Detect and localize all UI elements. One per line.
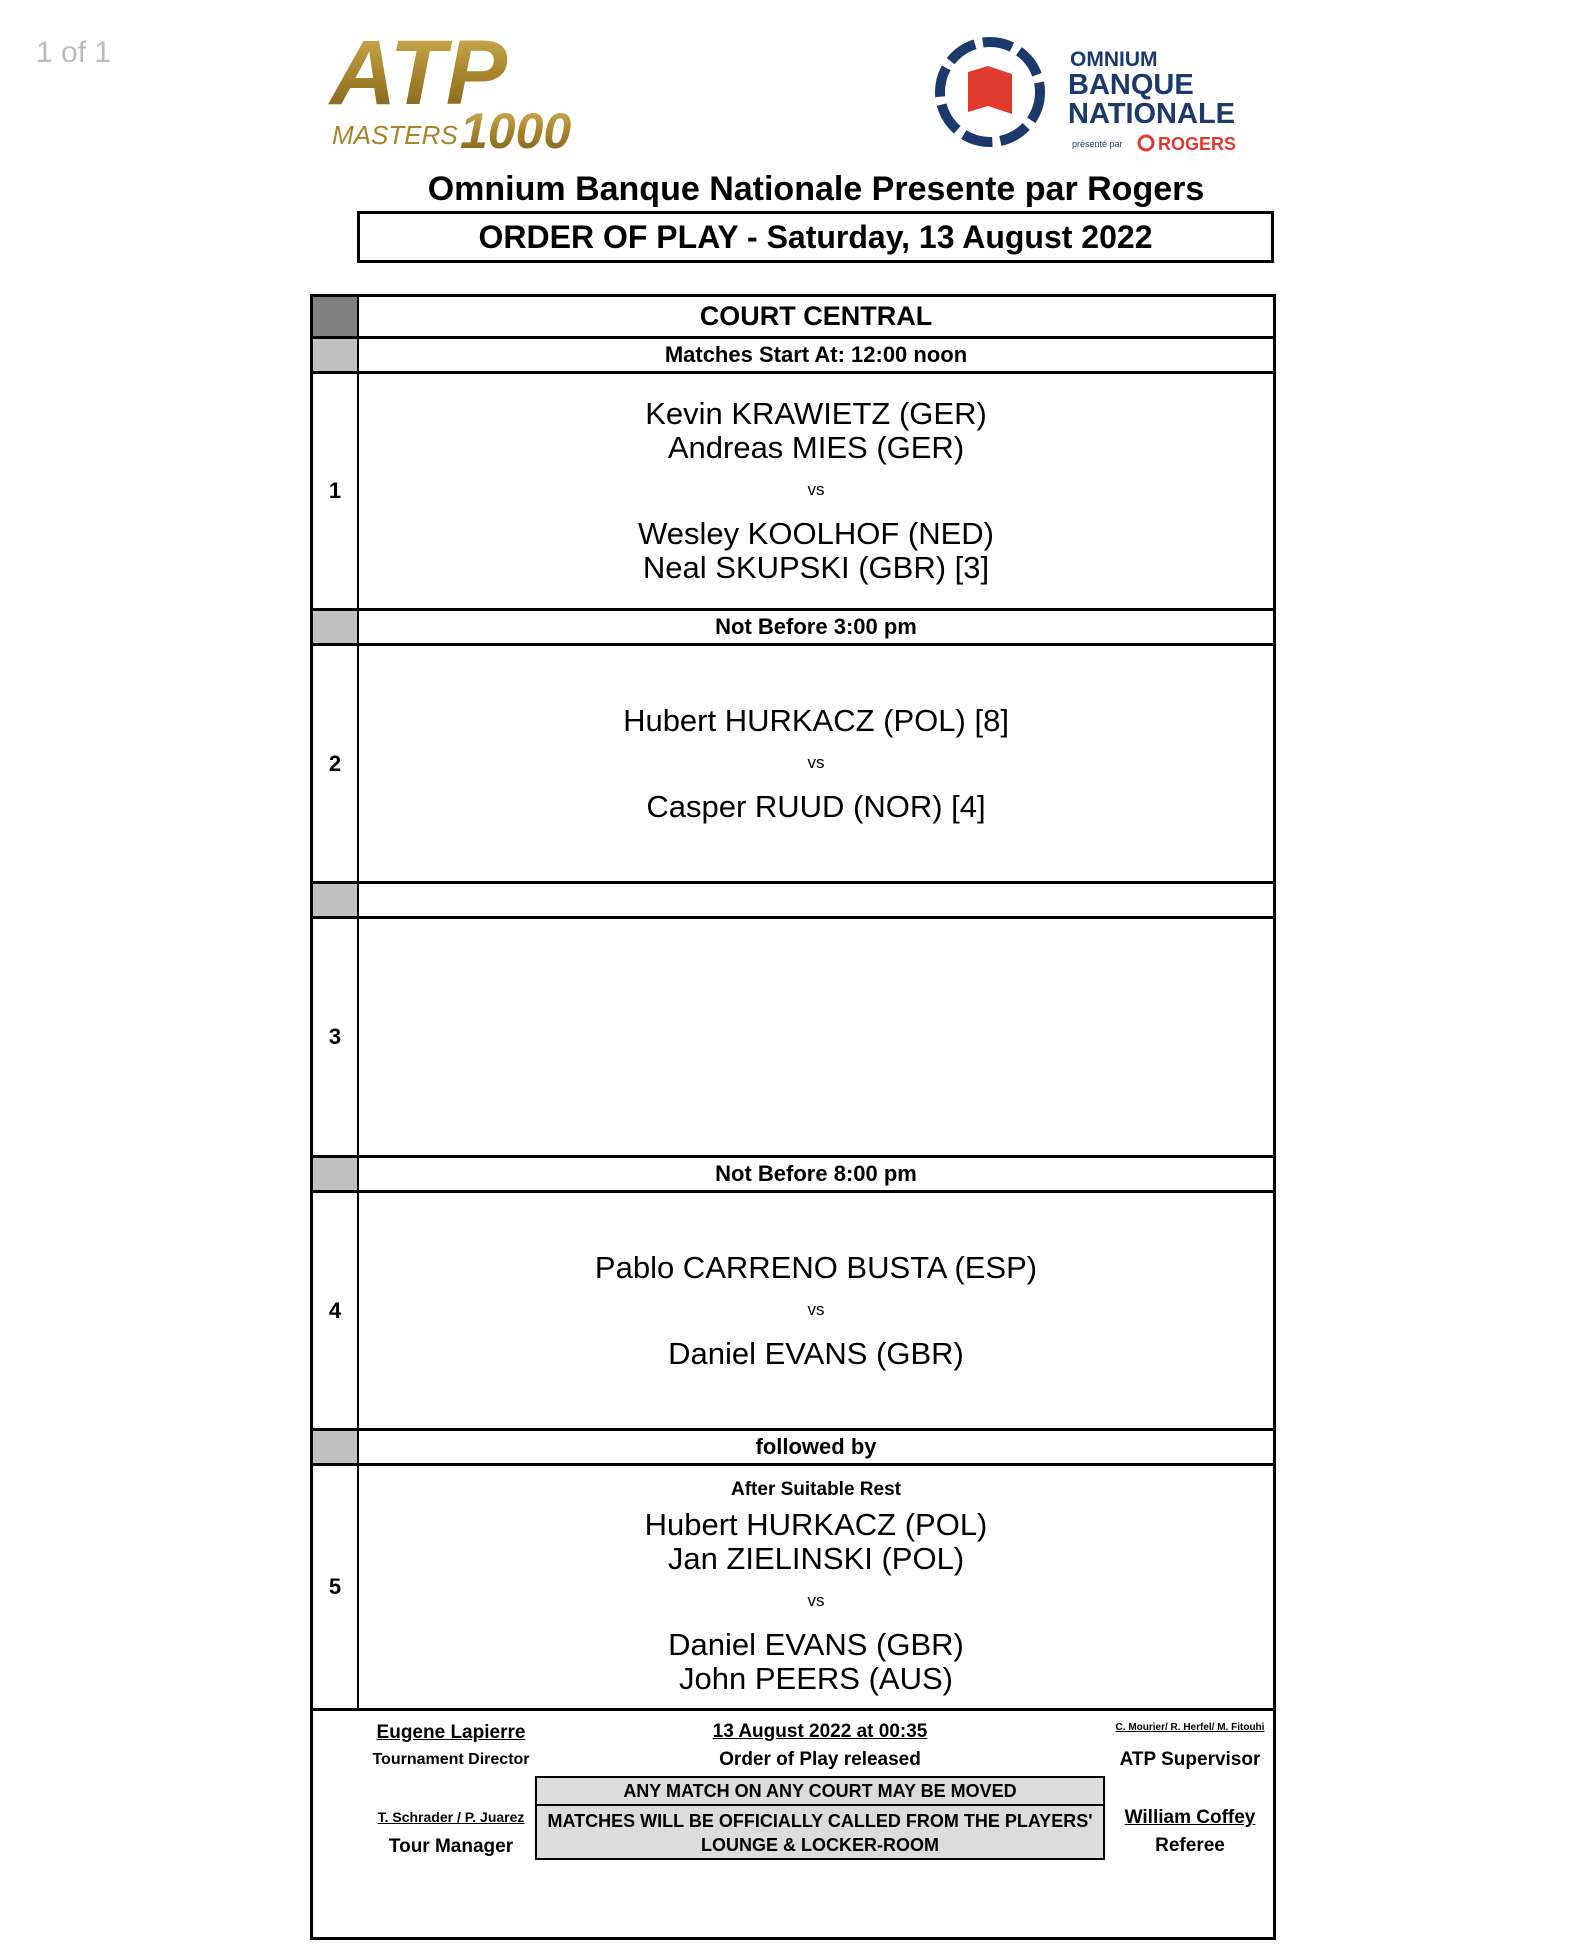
svg-text:MASTERS: MASTERS xyxy=(332,120,458,150)
not-before-label: Not Before 8:00 pm xyxy=(715,1161,917,1186)
after-rest-note: After Suitable Rest xyxy=(731,1479,901,1500)
vs-label: vs xyxy=(807,752,825,772)
manager-title: Tour Manager xyxy=(388,1836,514,1857)
notice-line: LOUNGE & LOCKER-ROOM xyxy=(701,1835,939,1855)
match-body xyxy=(359,1193,1273,1428)
notice-official-call xyxy=(535,1804,1105,1860)
player-name: Neal SKUPSKI (GBR) [3] xyxy=(642,550,990,585)
player-name: Hubert HURKACZ (POL) xyxy=(644,1507,988,1542)
player-name: Jan ZIELINSKI (POL) xyxy=(667,1541,965,1576)
notice-match-moved: ANY MATCH ON ANY COURT MAY BE MOVED xyxy=(535,1776,1105,1806)
time-header-row xyxy=(313,1428,1273,1463)
match-row xyxy=(313,371,1273,608)
match-number: 4 xyxy=(313,1193,359,1428)
player-name: Kevin KRAWIETZ (GER) xyxy=(645,396,987,431)
supervisor-names: C. Mourier/ R. Herfel/ M. Fitouhi xyxy=(1115,1722,1265,1733)
court-header-row xyxy=(313,297,1273,336)
match-body xyxy=(359,919,1273,1155)
court-header-marker xyxy=(313,297,359,336)
time-header-row xyxy=(313,881,1273,916)
release-date: 13 August 2022 at 00:35 xyxy=(712,1721,928,1742)
tournament-title: Omnium Banque Nationale Presente par Rogers xyxy=(427,170,1205,208)
time-header-marker xyxy=(313,1431,359,1463)
order-of-play-sheet xyxy=(310,294,1276,1940)
not-before-label: Not Before 3:00 pm xyxy=(715,614,917,639)
match-body xyxy=(359,374,1273,608)
atp-masters-1000-logo xyxy=(322,26,594,154)
page-indicator: 1 of 1 xyxy=(36,36,112,69)
player-name: Daniel EVANS (GBR) xyxy=(668,1627,964,1662)
court-name: COURT CENTRAL xyxy=(699,301,933,331)
player-name: Pablo CARRENO BUSTA (ESP) xyxy=(594,1249,1038,1285)
player-name: Andreas MIES (GER) xyxy=(667,430,965,465)
match-header-label xyxy=(359,884,1273,916)
svg-text:NATIONALE: NATIONALE xyxy=(1068,98,1236,130)
referee-name: William Coffey xyxy=(1124,1807,1256,1828)
player-name: Daniel EVANS (GBR) xyxy=(668,1335,964,1371)
match-number: 1 xyxy=(313,374,359,608)
vs-label: vs xyxy=(807,1299,825,1319)
player-name: Hubert HURKACZ (POL) [8] xyxy=(623,702,1009,738)
vs-label: vs xyxy=(807,480,825,499)
match-row xyxy=(313,1190,1273,1428)
supervisor-title: ATP Supervisor xyxy=(1119,1749,1261,1770)
time-header-marker xyxy=(313,1158,359,1190)
svg-text:présenté par: présenté par xyxy=(1072,139,1123,149)
followed-by-label: followed by xyxy=(755,1434,877,1459)
svg-text:BANQUE: BANQUE xyxy=(1068,69,1194,101)
notice-line: MATCHES WILL BE OFFICIALLY CALLED FROM THE PLAYERS' xyxy=(547,1811,1093,1831)
match-row xyxy=(313,643,1273,881)
referee-title: Referee xyxy=(1155,1835,1225,1856)
time-header-row xyxy=(313,608,1273,643)
match-body xyxy=(359,646,1273,881)
manager-names: T. Schrader / P. Juarez xyxy=(377,1809,525,1825)
match-number: 5 xyxy=(313,1466,359,1708)
footer xyxy=(313,1708,1273,1937)
time-header-row xyxy=(313,1155,1273,1190)
time-header-marker xyxy=(313,611,359,643)
start-time: Matches Start At: 12:00 noon xyxy=(664,342,968,367)
match-number: 2 xyxy=(313,646,359,881)
director-name: Eugene Lapierre xyxy=(376,1722,526,1743)
order-of-play-title: ORDER OF PLAY - Saturday, 13 August 2022 xyxy=(357,211,1274,263)
player-name: Wesley KOOLHOF (NED) xyxy=(638,516,994,551)
svg-text:ROGERS: ROGERS xyxy=(1158,134,1237,154)
match-number: 3 xyxy=(313,919,359,1155)
release-label: Order of Play released xyxy=(719,1749,921,1770)
match-body xyxy=(359,1466,1273,1708)
player-name: John PEERS (AUS) xyxy=(679,1661,953,1696)
svg-text:1000: 1000 xyxy=(460,103,572,154)
player-name: Casper RUUD (NOR) [4] xyxy=(646,788,986,824)
start-time-marker xyxy=(313,339,359,371)
omnium-banque-nationale-logo xyxy=(930,30,1250,160)
svg-text:OMNIUM: OMNIUM xyxy=(1070,48,1158,71)
svg-text:ATP: ATP xyxy=(330,26,508,124)
match-row xyxy=(313,1463,1273,1708)
start-time-row xyxy=(313,336,1273,371)
match-row xyxy=(313,916,1273,1155)
time-header-marker xyxy=(313,884,359,916)
vs-label: vs xyxy=(807,1591,825,1610)
director-title: Tournament Director xyxy=(372,1751,530,1768)
